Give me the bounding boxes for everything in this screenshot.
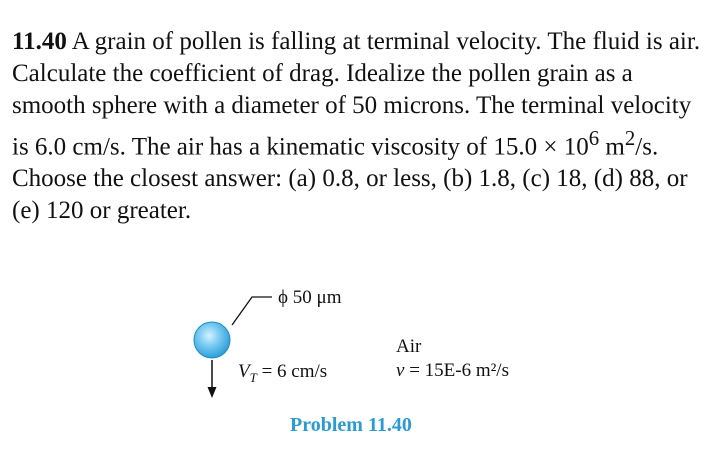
viscosity-symbol: ν <box>396 360 405 381</box>
velocity-arrow-head <box>208 387 217 398</box>
velocity-subscript: T <box>249 369 257 385</box>
figure-caption: Problem 11.40 <box>290 414 412 436</box>
problem-text-part-2: m <box>599 133 625 161</box>
viscosity-value: = 15E-6 m²/s <box>404 360 509 381</box>
diameter-label: ϕ 50 μm <box>278 287 342 308</box>
viscosity-label <box>396 360 509 382</box>
pollen-sphere <box>194 322 230 358</box>
velocity-label <box>238 361 327 386</box>
problem-text-part-1: A grain of pollen is falling at terminal velocity. The fluid is air. Calculate the coefficient of drag. Idealize the pollen grain as a smooth sphere with a diameter of 50 microns. The terminal velocity is 6.0 cm/s. The air has a kinematic viscosity of 15.0 × 10 <box>12 28 701 161</box>
velocity-symbol: V <box>238 361 250 382</box>
diameter-leader-line <box>232 297 272 325</box>
problem-number: 11.40 <box>12 28 67 55</box>
fluid-label: Air <box>396 336 422 357</box>
velocity-value: = 6 cm/s <box>256 361 328 382</box>
unit-exponent: 2 <box>624 126 636 150</box>
problem-text-part-3: /s. Choose the closest answer: (a) 0.8, or less, (b) 1.8, (c) 18, (d) 88, or (e) 120 or greater. <box>12 133 688 225</box>
exponent: 6 <box>588 126 600 150</box>
